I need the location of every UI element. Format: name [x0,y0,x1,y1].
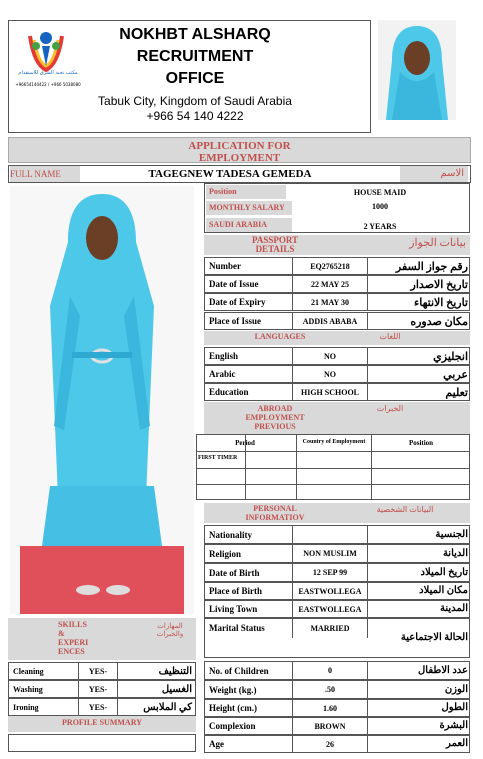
personal-row-value: MARRIED [292,618,368,638]
personal-row-label-ar: الديانة [442,547,468,559]
personal-row-value: BROWN [292,717,368,735]
skill-row-value: YES- [78,662,118,680]
passport-row-label-ar: رقم جواز السفر [395,260,468,273]
passport-header-ar: بيانات الجواز [409,237,466,249]
company-name-line2: RECRUITMENT [136,48,254,65]
personal-row-label-ar: عدد الاطفال [418,664,468,676]
personal-row-label-ar: مكان الميلاد [419,585,468,596]
skill-row-label: Washing [13,684,43,694]
passport-row-value: ADDIS ABABA [292,312,368,330]
personal-row-label-ar: الحالة الاجتماعية [400,632,468,643]
language-row-value: NO [292,347,368,365]
passport-row-value: 21 MAY 30 [292,293,368,311]
languages-header-label: LANGUAGES [254,332,306,341]
exp-row-line-2 [196,468,470,469]
passport-header-label: PASSPORT DETAILS [251,235,299,254]
language-row-label: Education [209,387,249,397]
personal-row-label-ar: البشرة [439,720,468,731]
exp-col-country: Country of Employment [302,438,366,445]
passport-row-label: Date of Issue [209,279,259,289]
passport-row-label: Date of Expiry [209,297,266,307]
passport-row-label-ar: تاريخ الاصدار [410,278,468,291]
personal-row-label: Weight (kg.) [209,684,257,695]
language-row-label-ar: عربي [443,368,468,381]
passport-row-label-ar: مكان صدوره [410,315,468,328]
personal-row-label-ar: تاريخ الميلاد [420,566,468,578]
personal-row-value: 12 SEP 99 [292,563,368,582]
salary-label: MONTHLY SALARY [206,201,292,215]
personal-row-label: No. of Children [209,665,269,676]
personal-row-label-ar: المدينة [439,603,468,614]
personal-header-ar: البيانات الشخصية [376,505,434,514]
personal-row-label: Height (cm.) [209,703,257,713]
skills-header-line2: & [58,629,65,638]
personal-row-label: Complexion [209,721,256,731]
skill-row-value: YES- [78,698,118,716]
passport-row-label: Number [209,261,241,271]
exp-first-row: FIRST TIMER [198,455,238,461]
skill-row-label-ar: التنظيف [158,665,192,677]
passport-row-label-ar: تاريخ الانتهاء [414,296,468,309]
personal-row-label: Place of Birth [209,586,262,596]
personal-row-label-ar: العمر [446,738,468,749]
language-row-label: English [209,351,239,361]
title-line2: EMPLOYMENT [198,152,281,164]
personal-row-label: Date of Birth [209,567,260,578]
skills-header-ar: المهارات والخبرات [156,622,184,638]
personal-row-label: Marital Status [209,623,265,633]
personal-header-line1: PERSONAL [253,504,297,513]
application-title [8,137,471,163]
languages-header-ar: اللغات [379,332,401,341]
experience-header-label [240,404,310,431]
personal-row-value: 1.60 [292,699,368,717]
full-name-value: TAGEGNEW TADESA GEMEDA [148,168,312,180]
personal-row-label: Nationality [209,529,253,540]
skill-row-label-ar: كي الملابس [143,701,192,713]
skill-row-label-ar: الغسيل [161,683,192,695]
exp-col-position: Position [408,439,434,447]
profile-summary-label: PROFILE SUMMARY [62,718,142,727]
full-name-label: FULL NAME [10,166,80,182]
skills-header-line1: SKILLS [58,620,87,629]
language-row-label-ar: انجليزي [433,350,468,363]
skills-header-line4: ENCES [58,647,85,656]
personal-row-value: EASTWOLLEGA [292,600,368,618]
exp-header-line1: ABROAD [257,404,293,413]
personal-row-label: Living Town [209,604,258,614]
personal-row-label-ar: الجنسية [435,528,468,540]
skill-row-label: Cleaning [13,666,44,676]
skill-row-label: Ironing [13,702,39,712]
exp-header-line3: PREVIOUS [254,422,296,431]
personal-row-value: 0 [292,661,368,680]
personal-row-value: 26 [292,735,368,753]
personal-row-label: Age [209,739,224,749]
exp-row-line-3 [196,484,470,485]
title-line1: APPLICATION FOR [188,140,291,152]
personal-row-label: Religion [209,548,242,559]
personal-row-label-ar: الوزن [444,683,468,695]
skills-header-line3: EXPERI [58,638,89,647]
country-label: SAUDI ARABIA [206,218,292,232]
passport-row-value: EQ2765218 [292,257,368,275]
full-body-photo [10,186,194,614]
company-name-line3: OFFICE [165,70,225,87]
exp-col-period: Period [235,439,255,447]
salary-value: 1000 [372,201,388,211]
skills-header-label [58,620,98,656]
logo-phones: +96654140422 / +966 5038080 [15,82,81,87]
logo-caption: مكتب نخبة الشرق للاستقدام [18,70,78,76]
exp-row-line-1 [196,451,470,452]
exp-header-line2: EMPLOYMENT [245,413,305,422]
position-label: Position [206,185,286,199]
passport-row-label: Place of Issue [209,316,261,326]
company-name-line1: NOKHBT ALSHARQ [119,26,271,43]
portrait-photo [378,20,456,120]
profile-summary-box [8,734,196,752]
full-name-label-ar: الاسم [400,166,468,182]
personal-row-value: NON MUSLIM [292,544,368,563]
company-address: Tabuk City, Kingdom of Saudi Arabia [98,94,292,108]
language-row-label-ar: تعليم [445,386,468,399]
language-row-value: NO [292,365,368,383]
language-row-label: Arabic [209,369,236,379]
personal-header-line2: INFORMATIOV [245,513,305,522]
passport-row-value: 22 MAY 25 [292,275,368,293]
personal-row-value [292,525,368,544]
country-value: 2 YEARS [363,221,397,231]
language-row-value: HIGH SCHOOL [292,383,368,401]
personal-header-label [240,504,310,522]
personal-row-label-ar: الطول [441,702,468,713]
experience-header-ar: الخبرات [376,404,404,413]
personal-row-value: EASTWOLLEGA [292,582,368,600]
company-phone: +966 54 140 4222 [146,109,244,123]
skill-row-value: YES- [78,680,118,698]
position-value: HOUSE MAID [353,187,407,197]
personal-row-value: .50 [292,680,368,699]
